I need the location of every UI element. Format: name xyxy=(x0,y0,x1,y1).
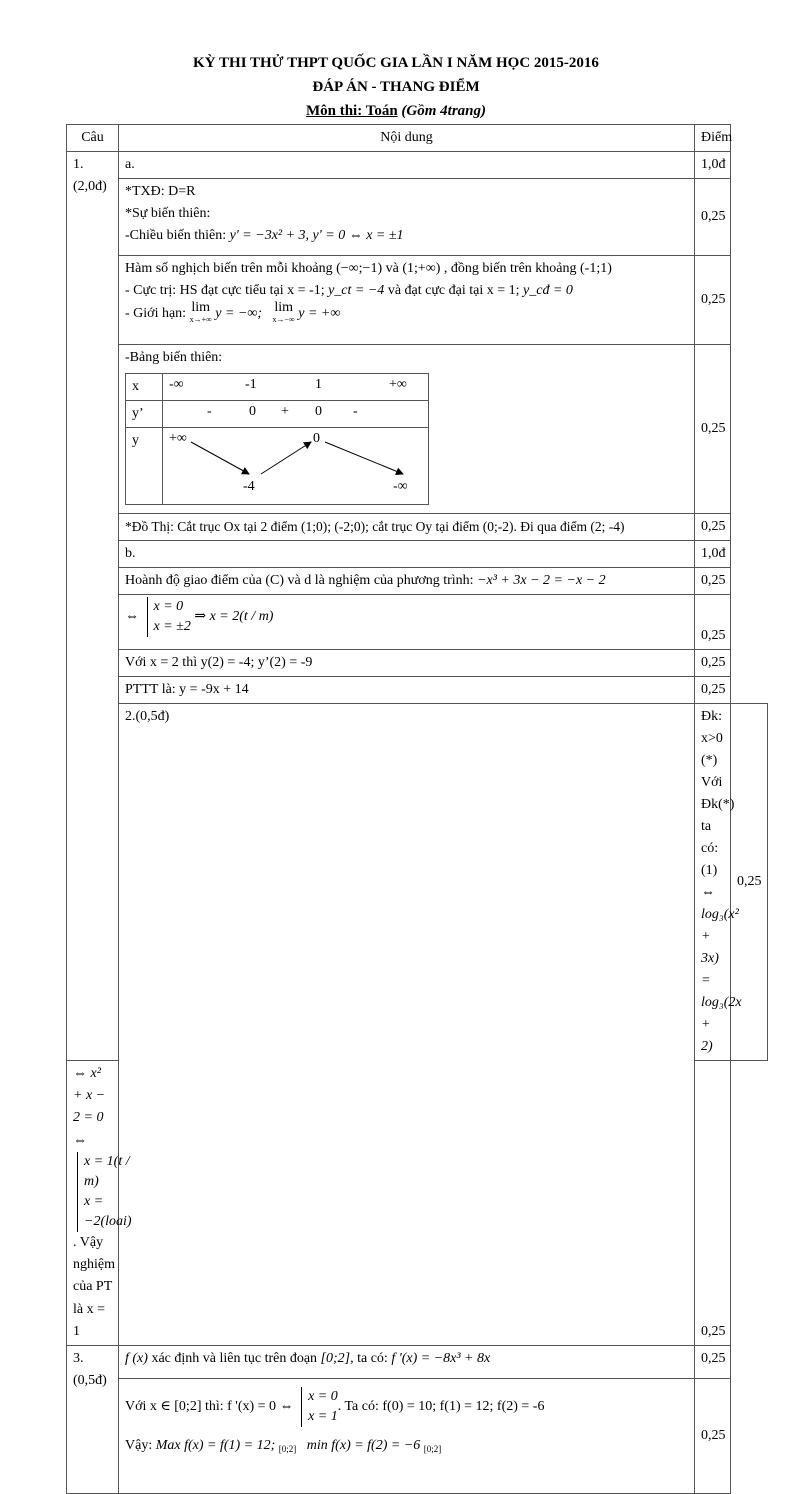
exam-title: KỲ THI THỬ THPT QUỐC GIA LẦN I NĂM HỌC 2015-2016 xyxy=(193,55,599,71)
vt-yp-values xyxy=(163,401,429,428)
answer-table xyxy=(66,124,768,1494)
q3-fx: f (x) xyxy=(125,1350,148,1366)
vt-y-val: -∞ xyxy=(393,479,408,494)
q3-text: , ta có: xyxy=(350,1350,392,1366)
q3-conclusion xyxy=(125,1435,688,1460)
q1-b4-score: 0,25 xyxy=(695,677,731,704)
q3-derivative: f '(x) = −8x³ + 8x xyxy=(391,1350,491,1366)
case: x = 1 xyxy=(308,1408,338,1424)
q2-eq-formula: log₃(x² + 3x) = log₃(2x + 2) xyxy=(701,907,742,1054)
q1-limit2: y = +∞ xyxy=(298,306,341,322)
q1-b4: PTTT là: y = -9x + 14 xyxy=(119,677,695,704)
q1-bbt-label: -Bảng biến thiên: xyxy=(125,350,223,365)
q1-extrema-ct: y_ct = −4 xyxy=(328,283,385,298)
q3-text: xác định và liên tục trên đoạn xyxy=(147,1350,321,1366)
q1-b1-formula: −x³ + 3x − 2 = −x − 2 xyxy=(477,573,606,588)
q3-score-2: 0,25 xyxy=(695,1378,731,1493)
vt-x-values xyxy=(163,374,429,401)
q1-score-2: 0,25 xyxy=(695,256,731,345)
q3-values: . Ta có: f(0) = 10; f(1) = 12; f(2) = -6 xyxy=(337,1398,545,1414)
q1-limits xyxy=(125,302,688,326)
q1-a-label: a. xyxy=(119,152,695,179)
q1-score-1: 0,25 xyxy=(695,179,731,256)
vt-y-val: -4 xyxy=(243,479,255,494)
q3-block-2 xyxy=(119,1378,695,1493)
table-row xyxy=(67,1378,768,1493)
q3-max: Max f(x) = f(1) = 12; xyxy=(155,1437,276,1453)
q3-min: min f(x) = f(2) = −6 xyxy=(306,1437,421,1453)
q1-label: 1.(2,0đ) xyxy=(67,152,119,1061)
q1-txd: *TXĐ: D=R xyxy=(125,184,196,199)
q1-monotonic: Hàm số nghịch biến trên mỗi khoảng (−∞;−1) và (1;+∞) , đồng biến trên khoảng (-1;1) xyxy=(125,261,612,276)
vt-x-val: +∞ xyxy=(389,377,407,392)
q3-system xyxy=(301,1387,338,1427)
exam-subtitle: ĐÁP ÁN - THANG ĐIỂM xyxy=(312,79,480,95)
q3-max-sub: [0;2] xyxy=(278,1443,297,1454)
arrow-down xyxy=(191,442,249,474)
q1-extrema-prefix: - Cực trị: HS đạt cực tiểu tại x = -1; xyxy=(125,283,325,298)
q1-monotonic-block xyxy=(119,256,695,345)
variation-table xyxy=(125,373,429,505)
q1-extrema-cd: y_cđ = 0 xyxy=(523,283,573,298)
col-header-diem: Điểm xyxy=(695,125,731,152)
q3-conclusion-prefix: Vậy: xyxy=(125,1437,153,1453)
q1-extrema xyxy=(125,280,688,302)
table-row xyxy=(67,514,768,541)
vt-x-val: -∞ xyxy=(169,377,184,392)
q2-score-2: 0,25 xyxy=(695,1061,731,1346)
case: x = ±2 xyxy=(153,619,191,634)
table-row xyxy=(67,704,768,1061)
table-row xyxy=(67,677,768,704)
vt-yp-label: y’ xyxy=(126,401,163,428)
q3-line-1 xyxy=(119,1345,695,1378)
q2-conclusion: . Vậy nghiệm của PT là x = 1 xyxy=(73,1234,115,1339)
q3-interval: [0;2] xyxy=(320,1350,351,1366)
table-row xyxy=(67,541,768,568)
vt-yp-row xyxy=(126,401,429,428)
table-row xyxy=(67,1345,768,1378)
limit-symbol: lim x→−∞ xyxy=(272,300,295,324)
table-row xyxy=(67,595,768,650)
q1-derivative-block xyxy=(119,179,695,256)
vt-y-label: y xyxy=(126,428,163,505)
vt-x-row xyxy=(126,374,429,401)
q1-limit1: y = −∞; xyxy=(215,306,263,322)
q1-b3: Với x = 2 thì y(2) = -4; y’(2) = -9 xyxy=(119,650,695,677)
q1-b3-score: 0,25 xyxy=(695,650,731,677)
q1-b1-score: 0,25 xyxy=(695,568,731,595)
case: x = 0 xyxy=(153,599,184,614)
q2-block-1 xyxy=(695,704,742,1061)
q1-chieu xyxy=(125,225,688,247)
case: x = 1(t / m) xyxy=(84,1153,130,1189)
q2-equation xyxy=(701,772,742,1058)
q3-critical xyxy=(125,1387,688,1427)
vt-yp-sign: 0 xyxy=(249,404,256,419)
table-row xyxy=(67,345,768,514)
q1-extrema-mid: và đạt cực đại tại x = 1; xyxy=(387,283,520,298)
q1-b-score: 1,0đ xyxy=(695,541,731,568)
q3-score-1: 0,25 xyxy=(695,1345,731,1378)
q1-chieu-prefix: -Chiều biến thiên: xyxy=(125,228,227,243)
subject-line xyxy=(0,103,792,120)
vt-y-val: 0 xyxy=(313,431,320,446)
table-row xyxy=(67,568,768,595)
vt-yp-sign: - xyxy=(353,404,358,419)
pages-note: (Gồm 4trang) xyxy=(401,103,487,119)
q1-score-3: 0,25 xyxy=(695,345,731,514)
table-row xyxy=(67,650,768,677)
vt-x-val: 1 xyxy=(315,377,322,392)
q1-b2: ⇔ x = 0 x = ±2 ⇒ x = 2(t / m) xyxy=(119,595,695,650)
q3-min-sub: [0;2] xyxy=(423,1443,442,1454)
arrow-up xyxy=(261,442,311,474)
variation-arrows xyxy=(163,428,431,500)
q1-graph: *Đồ Thị: Cắt trục Ox tại 2 điểm (1;0); (-2;0); cắt trục Oy tại điểm (0;-2). Đi qua điểm (2; -4) xyxy=(119,514,695,541)
subject-label: Môn thi: Toán xyxy=(305,103,398,119)
table-row xyxy=(67,179,768,256)
q2-block-2 xyxy=(67,1061,132,1346)
case: x = 0 xyxy=(308,1388,338,1404)
vt-x-label: x xyxy=(126,374,163,401)
q1-a-score: 1,0đ xyxy=(695,152,731,179)
vt-yp-sign: 0 xyxy=(315,404,322,419)
q1-chieu-formula: y' = −3x² + 3, y' = 0 ⇔ x = ±1 xyxy=(229,228,404,243)
q1-b1 xyxy=(119,568,695,595)
q2-solve: ⇔ x² + x − 2 = 0 ⇔ xyxy=(73,1066,106,1148)
q1-b2-system xyxy=(147,597,191,637)
q2-condition: Đk: x>0 (*) xyxy=(701,709,723,768)
q3-label: 3.(0,5đ) xyxy=(67,1345,119,1493)
vt-yp-sign: - xyxy=(207,404,212,419)
vt-y-val: +∞ xyxy=(169,431,187,446)
limit-symbol: lim x→+∞ xyxy=(189,300,212,324)
col-header-cau: Câu xyxy=(67,125,119,152)
arrow-down xyxy=(325,442,403,474)
q2-system xyxy=(77,1152,132,1232)
table-row xyxy=(67,152,768,179)
q1-b2-result: ⇒ x = 2(t / m) xyxy=(194,609,274,624)
q3-critical-prefix: Với x ∈ [0;2] thì: f '(x) = 0 ⇔ xyxy=(125,1398,294,1414)
vt-yp-sign: + xyxy=(281,404,289,419)
table-header-row xyxy=(67,125,768,152)
q2-score-1: 0,25 xyxy=(731,704,768,1061)
q2-eq-prefix: Với Đk(*) ta có: (1) ⇔ xyxy=(701,775,735,900)
q1-b2-score: 0,25 xyxy=(695,595,731,650)
q1-score-4: 0,25 xyxy=(695,514,731,541)
vt-x-val: -1 xyxy=(245,377,257,392)
vt-y-row xyxy=(126,428,429,505)
table-row xyxy=(67,256,768,345)
q1-bbt-block xyxy=(119,345,695,514)
case: x = −2(loai) xyxy=(84,1193,132,1229)
q2-label: 2.(0,5đ) xyxy=(119,704,695,1346)
q1-b1-text: Hoành độ giao điểm của (C) và d là nghiệm của phương trình: xyxy=(125,573,474,588)
q1-b-label: b. xyxy=(119,541,695,568)
q1-sbt: *Sự biến thiên: xyxy=(125,206,211,221)
q1-limit-prefix: - Giới hạn: xyxy=(125,306,187,322)
col-header-noidung: Nội dung xyxy=(119,125,695,152)
vt-y-values xyxy=(163,428,429,505)
